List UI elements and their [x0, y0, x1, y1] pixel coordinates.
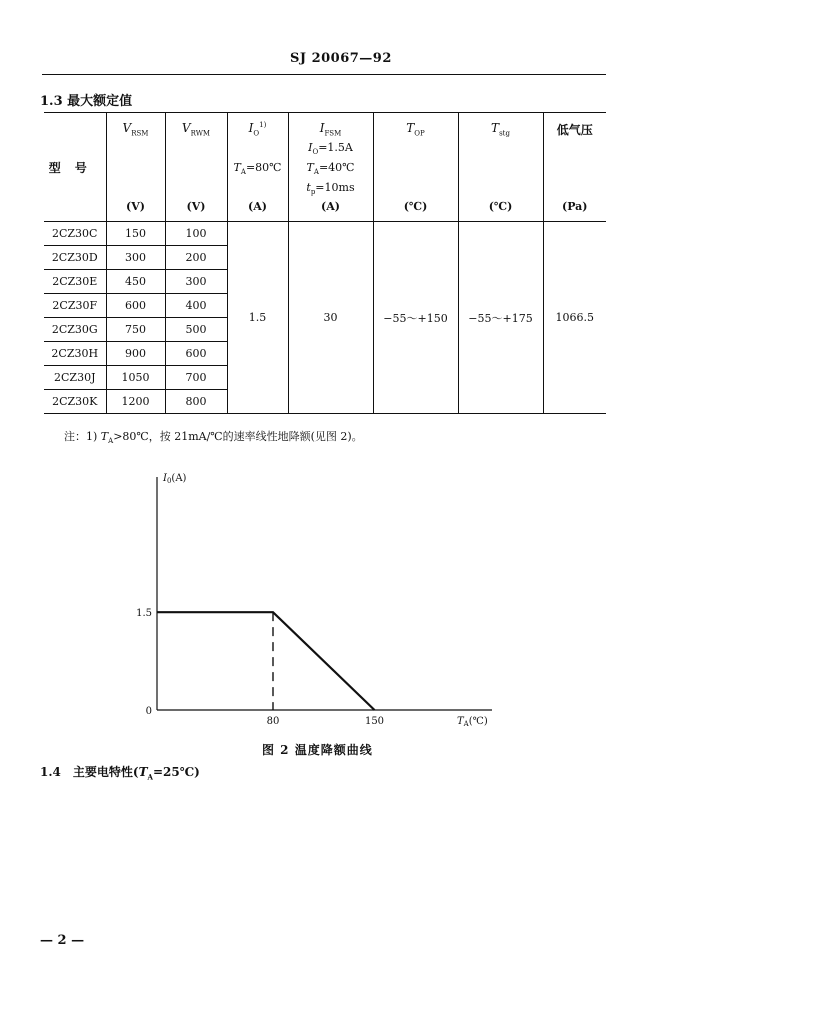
ifsm-merged-cell: 30 [288, 222, 373, 414]
figure-caption: 图 2 温度降额曲线 [262, 743, 373, 757]
vrwm-cell: 100 [165, 222, 227, 246]
section-134-suffix: =25℃) [152, 765, 200, 779]
header-model [44, 113, 106, 222]
table-body [44, 222, 606, 414]
footnote-subscript: A [108, 437, 114, 446]
footnote-prefix: 注：1) [64, 430, 101, 443]
pressure-merged-cell: 1066.5 [543, 222, 606, 414]
model-cell: 2CZ30K [44, 390, 106, 414]
vrsm-cell: 450 [106, 270, 165, 294]
vrwm-cell: 200 [165, 246, 227, 270]
ifsm-cond1-subscript: O [312, 148, 319, 157]
header-vrwm [165, 113, 227, 222]
tstg-symbol: T [491, 121, 500, 135]
io-footnote-mark: 1) [259, 121, 267, 129]
vrwm-symbol: V [181, 121, 191, 135]
model-label: 型号 [48, 161, 101, 175]
vrwm-cell: 500 [165, 318, 227, 342]
top-subscript: OP [414, 129, 425, 138]
model-cell: 2CZ30H [44, 342, 106, 366]
pressure-unit: (Pa) [561, 200, 588, 213]
header-rule [42, 74, 606, 75]
io-cond-subscript: A [240, 168, 246, 177]
top-merged-cell: −55～+150 [373, 222, 458, 414]
vrsm-cell: 900 [106, 342, 165, 366]
vrsm-unit: (V) [126, 200, 145, 213]
io-merged-cell: 1.5 [227, 222, 288, 414]
top-symbol: T [406, 121, 415, 135]
tstg-merged-cell: −55～+175 [458, 222, 543, 414]
io-unit: (A) [248, 200, 267, 213]
vrsm-cell: 600 [106, 294, 165, 318]
document-header: SJ 20067—92 [290, 51, 392, 66]
io-subscript: O [253, 129, 260, 138]
vrsm-cell: 150 [106, 222, 165, 246]
vrsm-cell: 1200 [106, 390, 165, 414]
table-footnote [64, 428, 363, 445]
derating-curve [157, 612, 375, 710]
vrwm-cell: 400 [165, 294, 227, 318]
ifsm-subscript: FSM [324, 129, 342, 138]
ifsm-cond3-value: =10ms [315, 181, 355, 194]
header-io [227, 113, 288, 222]
model-cell: 2CZ30D [44, 246, 106, 270]
ifsm-cond2-value: =40℃ [318, 161, 355, 174]
vrsm-cell: 1050 [106, 366, 165, 390]
model-cell: 2CZ30J [44, 366, 106, 390]
vrsm-cell: 300 [106, 246, 165, 270]
y-tick-label: 0 [145, 706, 152, 717]
x-tick-label: 80 [266, 716, 280, 727]
x-axis-label: $T_A(℃)$ [457, 716, 488, 728]
x-tick-label: 150 [364, 716, 385, 727]
ifsm-unit: (A) [321, 200, 340, 213]
derating-chart [120, 465, 510, 735]
section-title-electrical [40, 763, 200, 781]
ifsm-cond2-subscript: A [313, 168, 319, 177]
header-top [373, 113, 458, 222]
footnote-symbol: T [100, 430, 109, 443]
header-tstg [458, 113, 543, 222]
io-cond-symbol: T [233, 161, 241, 174]
section-134-prefix: 1.4 主要电特性( [40, 765, 139, 779]
header-ifsm [288, 113, 373, 222]
max-ratings-table [44, 112, 606, 414]
vrwm-cell: 800 [165, 390, 227, 414]
y-axis-label: $I_0(A)$ [163, 473, 187, 485]
model-cell: 2CZ30G [44, 318, 106, 342]
io-symbol: I [248, 121, 254, 135]
section-134-subscript: A [147, 772, 153, 782]
section-134-symbol: T [138, 765, 148, 779]
y-tick-label: 1.5 [136, 608, 152, 620]
table-row [44, 222, 606, 246]
vrwm-cell: 600 [165, 342, 227, 366]
vrsm-subscript: RSM [131, 129, 149, 138]
ifsm-cond2-symbol: T [306, 161, 314, 174]
vrwm-unit: (V) [186, 200, 206, 213]
page-number: — 2 — [40, 933, 85, 948]
model-cell: 2CZ30E [44, 270, 106, 294]
ifsm-cond3-symbol: t [306, 181, 311, 194]
vrsm-symbol: V [122, 121, 132, 135]
top-unit: (℃) [403, 200, 428, 213]
vrsm-cell: 750 [106, 318, 165, 342]
table-header-row [44, 113, 606, 222]
header-vrsm [106, 113, 165, 222]
ifsm-cond1-symbol: I [308, 141, 313, 154]
footnote-text: >80℃，按 21mA/℃的速率线性地降额(见图 2)。 [113, 430, 363, 443]
tstg-unit: (℃) [488, 200, 513, 213]
pressure-label: 低气压 [556, 123, 593, 137]
ifsm-symbol: I [319, 121, 325, 135]
vrwm-cell: 300 [165, 270, 227, 294]
model-cell: 2CZ30C [44, 222, 106, 246]
io-cond-value: =80℃ [245, 161, 282, 174]
section-title-max-ratings: 1.3 最大额定值 [40, 94, 133, 109]
vrwm-subscript: RWM [190, 129, 211, 138]
ifsm-cond1-value: =1.5A [318, 141, 353, 154]
header-pressure [543, 113, 606, 222]
ifsm-cond3-subscript: p [310, 188, 316, 197]
vrwm-cell: 700 [165, 366, 227, 390]
tstg-subscript: stg [499, 129, 510, 138]
model-cell: 2CZ30F [44, 294, 106, 318]
